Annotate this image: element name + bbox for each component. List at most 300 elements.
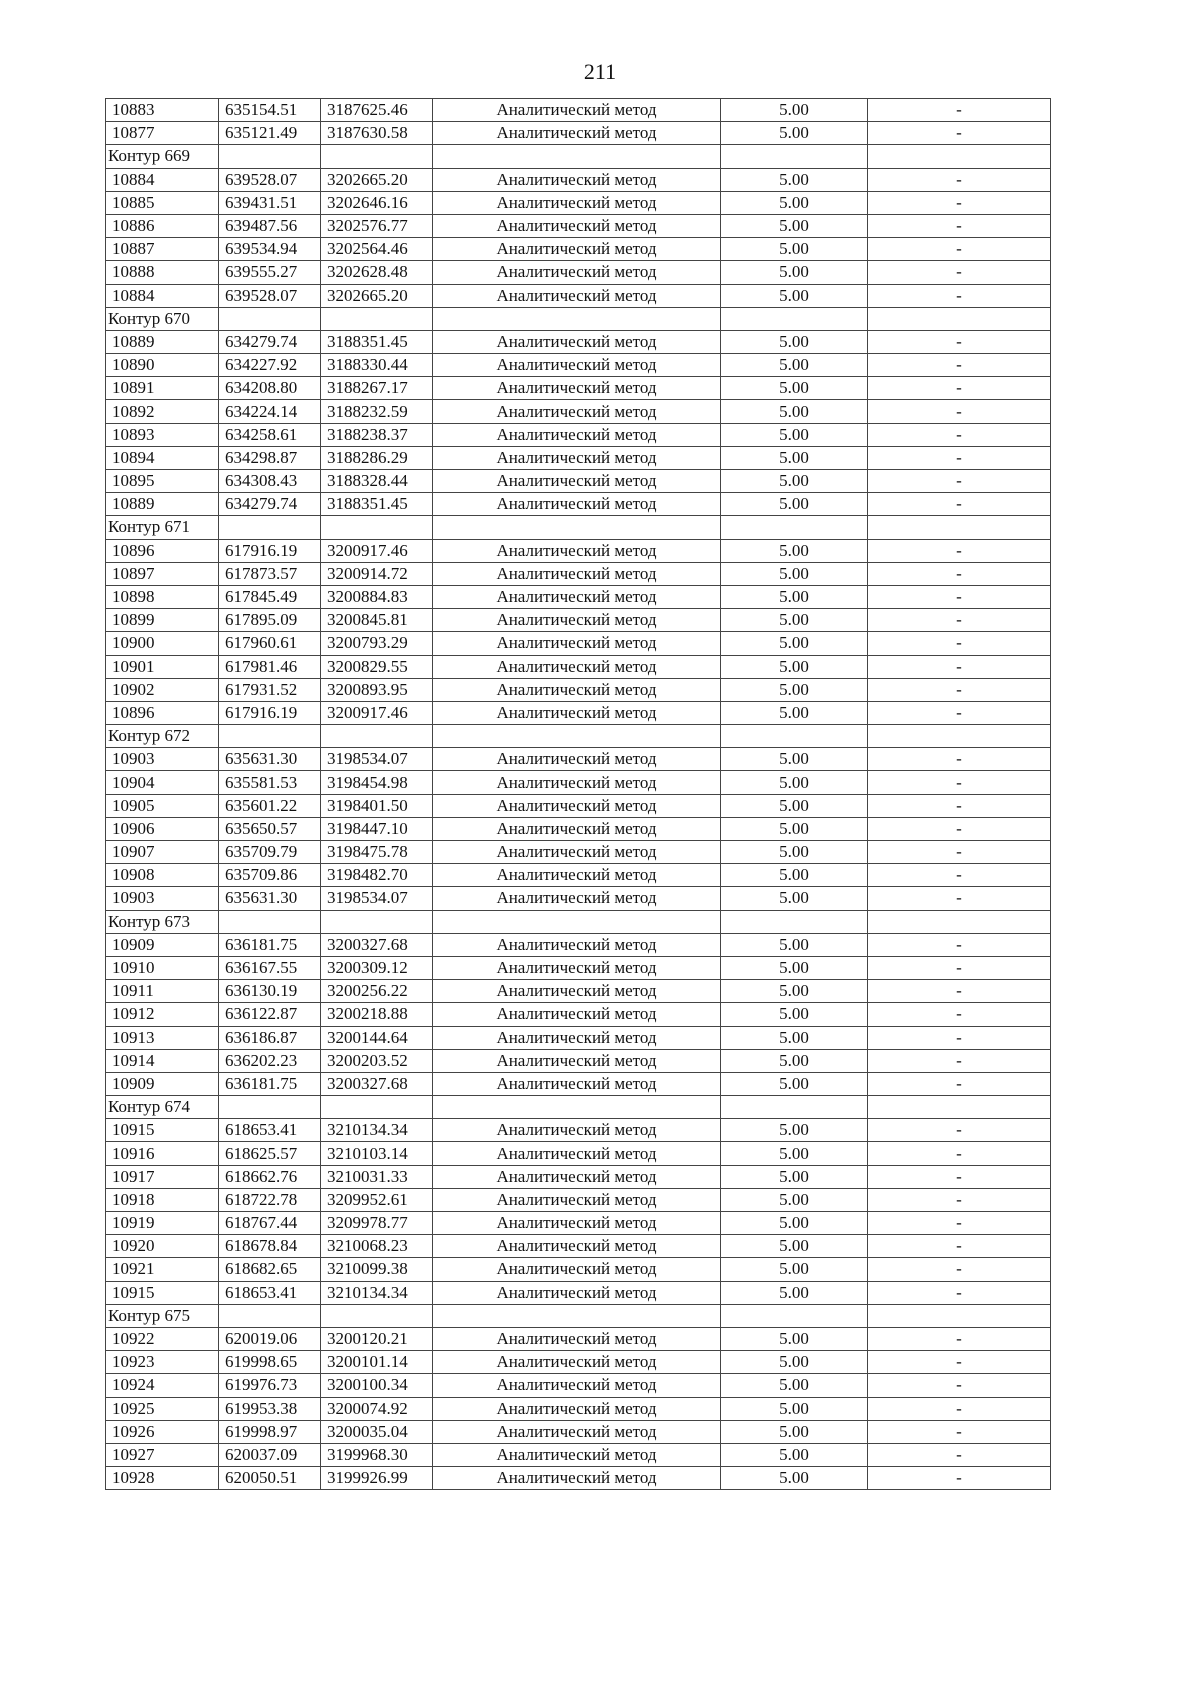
accuracy-cell: 5.00 bbox=[721, 1049, 868, 1072]
table-row bbox=[106, 539, 1051, 562]
method-cell: Аналитический метод bbox=[433, 354, 721, 377]
table-row bbox=[106, 933, 1051, 956]
extra-cell: - bbox=[868, 99, 1051, 122]
method-cell: Аналитический метод bbox=[433, 1327, 721, 1350]
table-row bbox=[106, 1467, 1051, 1490]
extra-cell: - bbox=[868, 609, 1051, 632]
empty-cell bbox=[219, 145, 321, 168]
point-id-cell: 10889 bbox=[106, 493, 219, 516]
method-cell: Аналитический метод bbox=[433, 701, 721, 724]
accuracy-cell: 5.00 bbox=[721, 1072, 868, 1095]
x-coordinate-cell: 617916.19 bbox=[219, 539, 321, 562]
point-id-cell: 10918 bbox=[106, 1188, 219, 1211]
x-coordinate-cell: 634227.92 bbox=[219, 354, 321, 377]
extra-cell: - bbox=[868, 933, 1051, 956]
point-id-cell: 10906 bbox=[106, 817, 219, 840]
point-id-cell: 10909 bbox=[106, 933, 219, 956]
method-cell: Аналитический метод bbox=[433, 1235, 721, 1258]
extra-cell: - bbox=[868, 238, 1051, 261]
y-coordinate-cell: 3200144.64 bbox=[321, 1026, 433, 1049]
table-row bbox=[106, 864, 1051, 887]
empty-cell bbox=[433, 725, 721, 748]
extra-cell: - bbox=[868, 562, 1051, 585]
point-id-cell: 10916 bbox=[106, 1142, 219, 1165]
empty-cell bbox=[721, 307, 868, 330]
point-id-cell: 10903 bbox=[106, 748, 219, 771]
accuracy-cell: 5.00 bbox=[721, 887, 868, 910]
y-coordinate-cell: 3200914.72 bbox=[321, 562, 433, 585]
empty-cell bbox=[433, 1096, 721, 1119]
y-coordinate-cell: 3198534.07 bbox=[321, 748, 433, 771]
coordinates-table bbox=[105, 98, 1051, 1490]
contour-header-row bbox=[106, 307, 1051, 330]
table-row bbox=[106, 562, 1051, 585]
method-cell: Аналитический метод bbox=[433, 841, 721, 864]
extra-cell: - bbox=[868, 1443, 1051, 1466]
point-id-cell: 10889 bbox=[106, 330, 219, 353]
x-coordinate-cell: 617960.61 bbox=[219, 632, 321, 655]
table-row bbox=[106, 1443, 1051, 1466]
x-coordinate-cell: 634298.87 bbox=[219, 446, 321, 469]
table-row bbox=[106, 1049, 1051, 1072]
point-id-cell: 10926 bbox=[106, 1420, 219, 1443]
extra-cell: - bbox=[868, 655, 1051, 678]
y-coordinate-cell: 3202665.20 bbox=[321, 168, 433, 191]
table-row bbox=[106, 330, 1051, 353]
table-row bbox=[106, 214, 1051, 237]
extra-cell: - bbox=[868, 1188, 1051, 1211]
extra-cell: - bbox=[868, 1026, 1051, 1049]
y-coordinate-cell: 3210134.34 bbox=[321, 1119, 433, 1142]
contour-label: Контур 671 bbox=[106, 516, 219, 539]
point-id-cell: 10884 bbox=[106, 284, 219, 307]
empty-cell bbox=[219, 1096, 321, 1119]
contour-header-row bbox=[106, 1304, 1051, 1327]
x-coordinate-cell: 634224.14 bbox=[219, 400, 321, 423]
point-id-cell: 10884 bbox=[106, 168, 219, 191]
accuracy-cell: 5.00 bbox=[721, 1026, 868, 1049]
point-id-cell: 10928 bbox=[106, 1467, 219, 1490]
empty-cell bbox=[321, 725, 433, 748]
accuracy-cell: 5.00 bbox=[721, 632, 868, 655]
extra-cell: - bbox=[868, 1235, 1051, 1258]
method-cell: Аналитический метод bbox=[433, 748, 721, 771]
extra-cell: - bbox=[868, 122, 1051, 145]
x-coordinate-cell: 634279.74 bbox=[219, 330, 321, 353]
empty-cell bbox=[868, 516, 1051, 539]
point-id-cell: 10903 bbox=[106, 887, 219, 910]
contour-label: Контур 674 bbox=[106, 1096, 219, 1119]
y-coordinate-cell: 3188238.37 bbox=[321, 423, 433, 446]
y-coordinate-cell: 3200327.68 bbox=[321, 933, 433, 956]
extra-cell: - bbox=[868, 748, 1051, 771]
y-coordinate-cell: 3210103.14 bbox=[321, 1142, 433, 1165]
extra-cell: - bbox=[868, 771, 1051, 794]
extra-cell: - bbox=[868, 1397, 1051, 1420]
extra-cell: - bbox=[868, 470, 1051, 493]
x-coordinate-cell: 620050.51 bbox=[219, 1467, 321, 1490]
y-coordinate-cell: 3200309.12 bbox=[321, 956, 433, 979]
accuracy-cell: 5.00 bbox=[721, 1119, 868, 1142]
extra-cell: - bbox=[868, 261, 1051, 284]
empty-cell bbox=[868, 145, 1051, 168]
x-coordinate-cell: 618678.84 bbox=[219, 1235, 321, 1258]
point-id-cell: 10921 bbox=[106, 1258, 219, 1281]
empty-cell bbox=[721, 910, 868, 933]
x-coordinate-cell: 617931.52 bbox=[219, 678, 321, 701]
accuracy-cell: 5.00 bbox=[721, 864, 868, 887]
method-cell: Аналитический метод bbox=[433, 655, 721, 678]
extra-cell: - bbox=[868, 284, 1051, 307]
x-coordinate-cell: 617845.49 bbox=[219, 585, 321, 608]
table-row bbox=[106, 122, 1051, 145]
method-cell: Аналитический метод bbox=[433, 1374, 721, 1397]
y-coordinate-cell: 3200845.81 bbox=[321, 609, 433, 632]
extra-cell: - bbox=[868, 1003, 1051, 1026]
extra-cell: - bbox=[868, 1351, 1051, 1374]
extra-cell: - bbox=[868, 539, 1051, 562]
table-row bbox=[106, 817, 1051, 840]
point-id-cell: 10898 bbox=[106, 585, 219, 608]
point-id-cell: 10905 bbox=[106, 794, 219, 817]
point-id-cell: 10886 bbox=[106, 214, 219, 237]
y-coordinate-cell: 3187630.58 bbox=[321, 122, 433, 145]
y-coordinate-cell: 3200793.29 bbox=[321, 632, 433, 655]
extra-cell: - bbox=[868, 864, 1051, 887]
method-cell: Аналитический метод bbox=[433, 1026, 721, 1049]
accuracy-cell: 5.00 bbox=[721, 168, 868, 191]
extra-cell: - bbox=[868, 632, 1051, 655]
accuracy-cell: 5.00 bbox=[721, 1258, 868, 1281]
extra-cell: - bbox=[868, 1420, 1051, 1443]
table-row bbox=[106, 678, 1051, 701]
accuracy-cell: 5.00 bbox=[721, 493, 868, 516]
x-coordinate-cell: 619953.38 bbox=[219, 1397, 321, 1420]
extra-cell: - bbox=[868, 1119, 1051, 1142]
empty-cell bbox=[868, 910, 1051, 933]
table-row bbox=[106, 1327, 1051, 1350]
method-cell: Аналитический метод bbox=[433, 1443, 721, 1466]
contour-label: Контур 670 bbox=[106, 307, 219, 330]
method-cell: Аналитический метод bbox=[433, 1281, 721, 1304]
method-cell: Аналитический метод bbox=[433, 609, 721, 632]
x-coordinate-cell: 635121.49 bbox=[219, 122, 321, 145]
x-coordinate-cell: 618653.41 bbox=[219, 1119, 321, 1142]
method-cell: Аналитический метод bbox=[433, 794, 721, 817]
table-row bbox=[106, 1420, 1051, 1443]
point-id-cell: 10909 bbox=[106, 1072, 219, 1095]
empty-cell bbox=[868, 1096, 1051, 1119]
method-cell: Аналитический метод bbox=[433, 1119, 721, 1142]
point-id-cell: 10899 bbox=[106, 609, 219, 632]
extra-cell: - bbox=[868, 1281, 1051, 1304]
y-coordinate-cell: 3200100.34 bbox=[321, 1374, 433, 1397]
method-cell: Аналитический метод bbox=[433, 1188, 721, 1211]
empty-cell bbox=[321, 516, 433, 539]
x-coordinate-cell: 636181.75 bbox=[219, 933, 321, 956]
table-row bbox=[106, 1235, 1051, 1258]
method-cell: Аналитический метод bbox=[433, 1420, 721, 1443]
accuracy-cell: 5.00 bbox=[721, 470, 868, 493]
contour-header-row bbox=[106, 725, 1051, 748]
accuracy-cell: 5.00 bbox=[721, 99, 868, 122]
empty-cell bbox=[219, 910, 321, 933]
extra-cell: - bbox=[868, 423, 1051, 446]
accuracy-cell: 5.00 bbox=[721, 1443, 868, 1466]
extra-cell: - bbox=[868, 214, 1051, 237]
accuracy-cell: 5.00 bbox=[721, 191, 868, 214]
accuracy-cell: 5.00 bbox=[721, 980, 868, 1003]
extra-cell: - bbox=[868, 887, 1051, 910]
table-row bbox=[106, 400, 1051, 423]
point-id-cell: 10896 bbox=[106, 539, 219, 562]
table-row bbox=[106, 377, 1051, 400]
accuracy-cell: 5.00 bbox=[721, 284, 868, 307]
accuracy-cell: 5.00 bbox=[721, 1003, 868, 1026]
table-row bbox=[106, 1281, 1051, 1304]
table-row bbox=[106, 99, 1051, 122]
accuracy-cell: 5.00 bbox=[721, 748, 868, 771]
point-id-cell: 10907 bbox=[106, 841, 219, 864]
table-row bbox=[106, 470, 1051, 493]
extra-cell: - bbox=[868, 377, 1051, 400]
y-coordinate-cell: 3202564.46 bbox=[321, 238, 433, 261]
method-cell: Аналитический метод bbox=[433, 261, 721, 284]
extra-cell: - bbox=[868, 794, 1051, 817]
method-cell: Аналитический метод bbox=[433, 284, 721, 307]
empty-cell bbox=[321, 910, 433, 933]
x-coordinate-cell: 619998.97 bbox=[219, 1420, 321, 1443]
method-cell: Аналитический метод bbox=[433, 1165, 721, 1188]
accuracy-cell: 5.00 bbox=[721, 771, 868, 794]
extra-cell: - bbox=[868, 1072, 1051, 1095]
x-coordinate-cell: 635581.53 bbox=[219, 771, 321, 794]
y-coordinate-cell: 3200256.22 bbox=[321, 980, 433, 1003]
y-coordinate-cell: 3188330.44 bbox=[321, 354, 433, 377]
accuracy-cell: 5.00 bbox=[721, 701, 868, 724]
empty-cell bbox=[433, 516, 721, 539]
point-id-cell: 10888 bbox=[106, 261, 219, 284]
method-cell: Аналитический метод bbox=[433, 214, 721, 237]
point-id-cell: 10915 bbox=[106, 1119, 219, 1142]
method-cell: Аналитический метод bbox=[433, 1003, 721, 1026]
table-row bbox=[106, 1397, 1051, 1420]
extra-cell: - bbox=[868, 168, 1051, 191]
point-id-cell: 10908 bbox=[106, 864, 219, 887]
y-coordinate-cell: 3200074.92 bbox=[321, 1397, 433, 1420]
point-id-cell: 10923 bbox=[106, 1351, 219, 1374]
point-id-cell: 10887 bbox=[106, 238, 219, 261]
table-row bbox=[106, 1142, 1051, 1165]
point-id-cell: 10912 bbox=[106, 1003, 219, 1026]
table-row bbox=[106, 585, 1051, 608]
point-id-cell: 10910 bbox=[106, 956, 219, 979]
point-id-cell: 10915 bbox=[106, 1281, 219, 1304]
table-row bbox=[106, 655, 1051, 678]
point-id-cell: 10877 bbox=[106, 122, 219, 145]
x-coordinate-cell: 636122.87 bbox=[219, 1003, 321, 1026]
accuracy-cell: 5.00 bbox=[721, 1212, 868, 1235]
point-id-cell: 10904 bbox=[106, 771, 219, 794]
y-coordinate-cell: 3187625.46 bbox=[321, 99, 433, 122]
contour-label: Контур 672 bbox=[106, 725, 219, 748]
y-coordinate-cell: 3200327.68 bbox=[321, 1072, 433, 1095]
table-row bbox=[106, 493, 1051, 516]
table-row bbox=[106, 1258, 1051, 1281]
empty-cell bbox=[321, 145, 433, 168]
table-row bbox=[106, 1212, 1051, 1235]
method-cell: Аналитический метод bbox=[433, 1258, 721, 1281]
empty-cell bbox=[721, 725, 868, 748]
x-coordinate-cell: 618653.41 bbox=[219, 1281, 321, 1304]
contour-header-row bbox=[106, 1096, 1051, 1119]
empty-cell bbox=[219, 307, 321, 330]
method-cell: Аналитический метод bbox=[433, 1212, 721, 1235]
accuracy-cell: 5.00 bbox=[721, 678, 868, 701]
x-coordinate-cell: 617981.46 bbox=[219, 655, 321, 678]
x-coordinate-cell: 618722.78 bbox=[219, 1188, 321, 1211]
method-cell: Аналитический метод bbox=[433, 678, 721, 701]
y-coordinate-cell: 3200893.95 bbox=[321, 678, 433, 701]
table-row bbox=[106, 1374, 1051, 1397]
accuracy-cell: 5.00 bbox=[721, 423, 868, 446]
accuracy-cell: 5.00 bbox=[721, 238, 868, 261]
method-cell: Аналитический метод bbox=[433, 191, 721, 214]
x-coordinate-cell: 635650.57 bbox=[219, 817, 321, 840]
accuracy-cell: 5.00 bbox=[721, 841, 868, 864]
x-coordinate-cell: 634308.43 bbox=[219, 470, 321, 493]
y-coordinate-cell: 3198482.70 bbox=[321, 864, 433, 887]
empty-cell bbox=[433, 307, 721, 330]
point-id-cell: 10883 bbox=[106, 99, 219, 122]
method-cell: Аналитический метод bbox=[433, 1142, 721, 1165]
y-coordinate-cell: 3188328.44 bbox=[321, 470, 433, 493]
empty-cell bbox=[321, 1304, 433, 1327]
accuracy-cell: 5.00 bbox=[721, 261, 868, 284]
empty-cell bbox=[321, 307, 433, 330]
x-coordinate-cell: 636167.55 bbox=[219, 956, 321, 979]
table-row bbox=[106, 748, 1051, 771]
method-cell: Аналитический метод bbox=[433, 377, 721, 400]
x-coordinate-cell: 618682.65 bbox=[219, 1258, 321, 1281]
accuracy-cell: 5.00 bbox=[721, 794, 868, 817]
point-id-cell: 10894 bbox=[106, 446, 219, 469]
x-coordinate-cell: 635709.86 bbox=[219, 864, 321, 887]
y-coordinate-cell: 3202665.20 bbox=[321, 284, 433, 307]
y-coordinate-cell: 3188267.17 bbox=[321, 377, 433, 400]
x-coordinate-cell: 636181.75 bbox=[219, 1072, 321, 1095]
method-cell: Аналитический метод bbox=[433, 1049, 721, 1072]
contour-label: Контур 669 bbox=[106, 145, 219, 168]
empty-cell bbox=[219, 516, 321, 539]
accuracy-cell: 5.00 bbox=[721, 214, 868, 237]
y-coordinate-cell: 3198475.78 bbox=[321, 841, 433, 864]
y-coordinate-cell: 3198454.98 bbox=[321, 771, 433, 794]
point-id-cell: 10900 bbox=[106, 632, 219, 655]
y-coordinate-cell: 3200917.46 bbox=[321, 701, 433, 724]
table-row bbox=[106, 1165, 1051, 1188]
extra-cell: - bbox=[868, 354, 1051, 377]
table-row bbox=[106, 423, 1051, 446]
point-id-cell: 10892 bbox=[106, 400, 219, 423]
extra-cell: - bbox=[868, 1212, 1051, 1235]
accuracy-cell: 5.00 bbox=[721, 446, 868, 469]
table-row bbox=[106, 261, 1051, 284]
x-coordinate-cell: 639528.07 bbox=[219, 168, 321, 191]
method-cell: Аналитический метод bbox=[433, 168, 721, 191]
accuracy-cell: 5.00 bbox=[721, 1327, 868, 1350]
x-coordinate-cell: 639431.51 bbox=[219, 191, 321, 214]
point-id-cell: 10913 bbox=[106, 1026, 219, 1049]
y-coordinate-cell: 3202628.48 bbox=[321, 261, 433, 284]
x-coordinate-cell: 635631.30 bbox=[219, 748, 321, 771]
x-coordinate-cell: 617873.57 bbox=[219, 562, 321, 585]
y-coordinate-cell: 3188286.29 bbox=[321, 446, 433, 469]
table-row bbox=[106, 1072, 1051, 1095]
y-coordinate-cell: 3209978.77 bbox=[321, 1212, 433, 1235]
point-id-cell: 10927 bbox=[106, 1443, 219, 1466]
x-coordinate-cell: 636202.23 bbox=[219, 1049, 321, 1072]
method-cell: Аналитический метод bbox=[433, 562, 721, 585]
accuracy-cell: 5.00 bbox=[721, 1235, 868, 1258]
x-coordinate-cell: 635709.79 bbox=[219, 841, 321, 864]
accuracy-cell: 5.00 bbox=[721, 122, 868, 145]
y-coordinate-cell: 3210068.23 bbox=[321, 1235, 433, 1258]
contour-label: Контур 675 bbox=[106, 1304, 219, 1327]
empty-cell bbox=[219, 1304, 321, 1327]
extra-cell: - bbox=[868, 817, 1051, 840]
table-row bbox=[106, 1188, 1051, 1211]
empty-cell bbox=[721, 145, 868, 168]
accuracy-cell: 5.00 bbox=[721, 377, 868, 400]
point-id-cell: 10920 bbox=[106, 1235, 219, 1258]
table-row bbox=[106, 841, 1051, 864]
y-coordinate-cell: 3200120.21 bbox=[321, 1327, 433, 1350]
y-coordinate-cell: 3198534.07 bbox=[321, 887, 433, 910]
extra-cell: - bbox=[868, 701, 1051, 724]
y-coordinate-cell: 3200884.83 bbox=[321, 585, 433, 608]
empty-cell bbox=[721, 516, 868, 539]
method-cell: Аналитический метод bbox=[433, 493, 721, 516]
accuracy-cell: 5.00 bbox=[721, 1467, 868, 1490]
accuracy-cell: 5.00 bbox=[721, 1420, 868, 1443]
point-id-cell: 10893 bbox=[106, 423, 219, 446]
method-cell: Аналитический метод bbox=[433, 864, 721, 887]
x-coordinate-cell: 639528.07 bbox=[219, 284, 321, 307]
y-coordinate-cell: 3200829.55 bbox=[321, 655, 433, 678]
method-cell: Аналитический метод bbox=[433, 238, 721, 261]
accuracy-cell: 5.00 bbox=[721, 539, 868, 562]
method-cell: Аналитический метод bbox=[433, 632, 721, 655]
accuracy-cell: 5.00 bbox=[721, 1165, 868, 1188]
x-coordinate-cell: 635601.22 bbox=[219, 794, 321, 817]
point-id-cell: 10897 bbox=[106, 562, 219, 585]
method-cell: Аналитический метод bbox=[433, 470, 721, 493]
accuracy-cell: 5.00 bbox=[721, 933, 868, 956]
x-coordinate-cell: 620019.06 bbox=[219, 1327, 321, 1350]
x-coordinate-cell: 619976.73 bbox=[219, 1374, 321, 1397]
table-row bbox=[106, 632, 1051, 655]
point-id-cell: 10902 bbox=[106, 678, 219, 701]
point-id-cell: 10919 bbox=[106, 1212, 219, 1235]
method-cell: Аналитический метод bbox=[433, 771, 721, 794]
table-row bbox=[106, 887, 1051, 910]
table-row bbox=[106, 168, 1051, 191]
extra-cell: - bbox=[868, 191, 1051, 214]
x-coordinate-cell: 634208.80 bbox=[219, 377, 321, 400]
y-coordinate-cell: 3200035.04 bbox=[321, 1420, 433, 1443]
y-coordinate-cell: 3202576.77 bbox=[321, 214, 433, 237]
